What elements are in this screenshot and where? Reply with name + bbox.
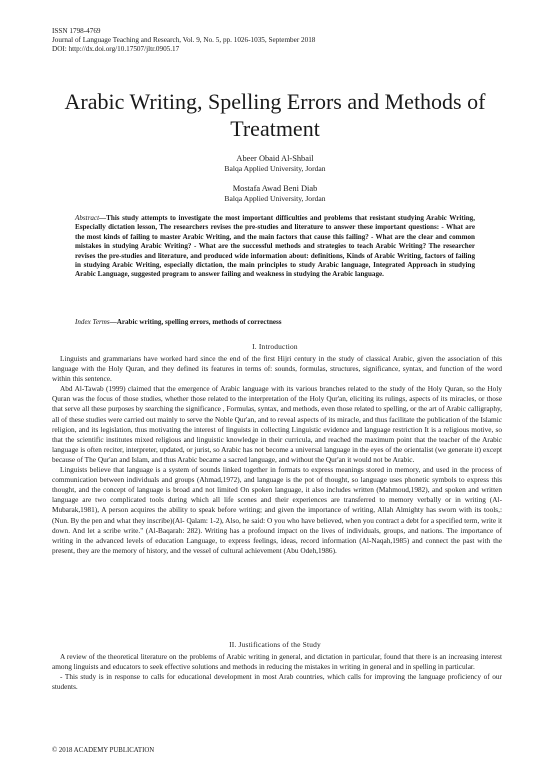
abstract-text: —This study attempts to investigate the most important difficulties and problems that resistant studying Arabic Writing, Especially dictation lesson, The researchers revises the pre-studies and literature to answer these important questions: - What are the most kinds of failing to master Arabic Writing, and the main factors that cause this failing? - What are the clear and common mistakes in studying Arabic Writing? - What are the successful methods and strategies to teach Arabic Writing? The researcher revises the pre-studies and literature, and produced wide information about: definitions, Kinds of Arabic Writing, factors of failing in studying Arabic Writing, especially dictation, the main principles to study Arabic language, Integrated Approach in studying Arabic Language, suggested program to answer failing and weakness in studying the Arabic language. — [75, 214, 475, 279]
author-affiliation-1: Balqa Applied University, Jordan — [224, 164, 326, 173]
author-name-1: Abeer Obaid Al-Shbail — [236, 154, 314, 163]
abstract — [75, 214, 475, 280]
author-affiliation-2: Balqa Applied University, Jordan — [224, 194, 326, 203]
journal-header — [52, 27, 315, 55]
section-body-justifications — [52, 652, 502, 692]
copyright-footer: © 2018 ACADEMY PUBLICATION — [52, 747, 155, 754]
paragraph: A review of the theoretical literature on the problems of Arabic writing in general, and dictation in particular, found that there is an increasing interest among linguists and educators to seek effective solutions and methods in reducing the mistakes in writing in general and in spelling in particular. — [52, 652, 502, 672]
doi-line: DOI: http://dx.doi.org/10.17507/jltr.0905.17 — [52, 45, 180, 54]
author-name-2: Mostafa Awad Beni Diab — [232, 184, 318, 193]
paragraph: Linguists and grammarians have worked hard since the end of the first Hijri century in the study of classical Arabic, given the association of this language with the Holy Quran, and they defined its features in terms of: sounds, formulas, structures, significance, syntax, and function of the word within this sentence. — [52, 354, 502, 384]
paragraph: - This study is in response to calls for educational development in most Arab countries, which calls for improving the language proficiency of our students. — [52, 672, 502, 692]
index-terms — [75, 318, 475, 327]
paper-title: Arabic Writing, Spelling Errors and Methods of Treatment — [64, 89, 486, 141]
abstract-label: Abstract — [75, 214, 100, 222]
index-terms-label: Index Terms — [75, 318, 110, 326]
section-heading-introduction: I. Introduction — [252, 342, 298, 351]
section-body-introduction — [52, 354, 502, 556]
journal-citation: Journal of Language Teaching and Research, Vol. 9, No. 5, pp. 1026-1035, September 2018 — [52, 36, 316, 45]
paragraph: Linguists believe that language is a system of sounds linked together in formats to express meanings stored in memory, and used in the process of communication between individuals and groups (Ahmad,1972), and language is the pot of thought, so language uses phonetic symbols to express this thought, and the concept of language is broad and not limited On spoken language, it also includes written (Mahmoud,1982), and spoken and written language are two complicated tools during which all life scenes and their experiences are transferred to memory verbally or in writing (Al-Mubarak,1981), A person acquires the ability to speak before writing; and given the importance of writing, Allah Almighty has sworn with its tools,: (Nun. By the pen and what they inscribe)(Al- Qalam: 1-2), Also, he said: O you who have believed, when you contract a debt for a specified term, write it down. And let a scribe write." (Al-Baqarah: 282). Writing has a profound impact on the lives of individuals, groups, and nations. The importance of writing in the advanced levels of education Language, to express feelings, ideas, record information (Al-Naqah,1985) and connect the past with the present, they are the memory of history, and the vessel of cultural achievement (Abu Odeh,1986). — [52, 465, 502, 555]
issn-line: ISSN 1798-4769 — [52, 27, 101, 35]
index-terms-text: —Arabic writing, spelling errors, methods of correctness — [109, 318, 282, 326]
paragraph: Abd Al-Tawab (1999) claimed that the emergence of Arabic language with its various branches related to the study of the Holy Quran, so the Holy Quran was the focus of those studies, whether those related to the interpretation of the Holy Qur'an, eliciting its rulings, aspects of its miracles, or those that serve all these purposes by searching the significance , Formulas, syntax, and methods, even those related to spelling, or the art of Arabic calligraphy, all of these studies were carried out mainly to serve the Noble Qur'an, and to reveal aspects of its miracle, and thus facilitate the publication of the Islamic religion, and its legislation, thus motivating the interest of linguists in collecting Linguistic evidence and language restriction It is a religious motive, so that the scientific institutes mixed religious and linguistic knowledge in their curricula, and reached the maximum point that the teacher of the Arabic language is often reciter, interpreter, updated, or jurist, so Arabic has not become a universal language in the eyes of the orientalist (we generate it) except because of The Qur'an and Islam, and thus Arabic became a sacred language, and without the Qur'an it would not be Arabic. — [52, 384, 502, 464]
section-heading-justifications: II. Justifications of the Study — [229, 640, 321, 649]
